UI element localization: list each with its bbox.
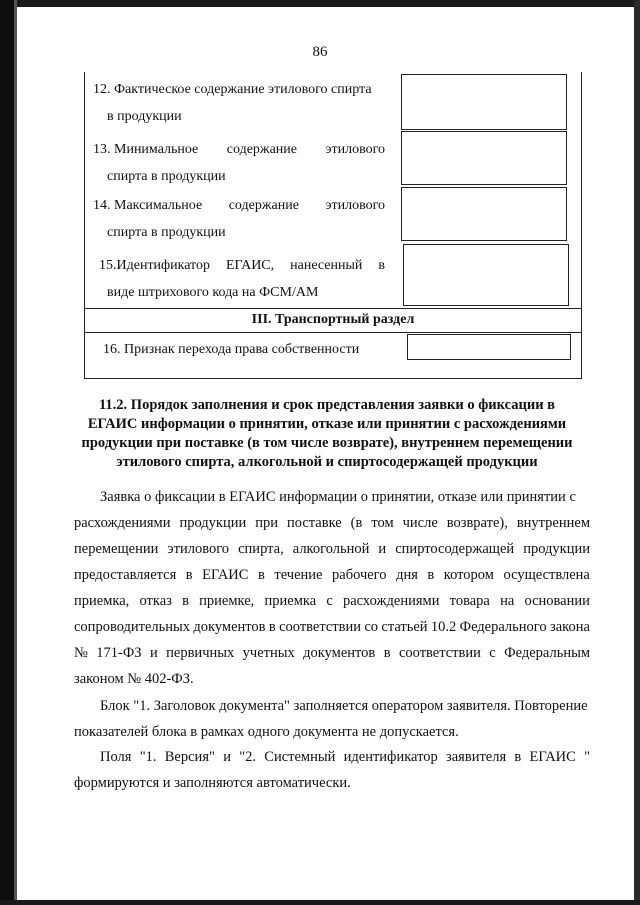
word: в (182, 593, 189, 609)
word: в (257, 567, 265, 583)
word: ЕГАИС (202, 567, 249, 583)
word: закона (549, 619, 590, 635)
word: числе (402, 515, 438, 531)
paragraph-3: Поля "1. Версия" и "2. Системный идентификатор заявителя в ЕГАИС " формируются и заполняются автоматически. (74, 744, 590, 796)
paragraph-line (74, 588, 590, 614)
word: внутреннем (516, 515, 590, 531)
word: в (268, 619, 276, 635)
row-15-value-box[interactable] (403, 244, 569, 306)
word: спирта, (238, 541, 284, 557)
word: Федеральным (504, 645, 590, 661)
word: идентификатор (343, 749, 438, 765)
word: соответствии (279, 619, 362, 635)
word: 171-ФЗ (96, 645, 142, 661)
word: "1. (139, 749, 157, 765)
paragraph-line (74, 510, 590, 536)
form-table (84, 72, 582, 379)
scan-edge-left-shadow (14, 0, 17, 905)
word: течение (274, 567, 323, 583)
word: перемещении (74, 541, 159, 557)
word: статьей (381, 619, 428, 635)
scan-edge-top (0, 0, 640, 7)
word: рабочего (332, 567, 387, 583)
row-14-value-box[interactable] (401, 187, 567, 241)
word: заявителя (446, 749, 507, 765)
scan-edge-left (0, 0, 14, 905)
paragraph-line (74, 640, 590, 666)
row-12-label: 12. Фактическое содержание этилового спирта в продукции (93, 82, 372, 124)
section-divider-top (85, 308, 581, 309)
word: этилового (167, 541, 230, 557)
row-16-value-box[interactable] (407, 334, 571, 360)
section-title: III. Транспортный раздел (251, 312, 415, 327)
word: расхождениями (342, 593, 440, 609)
row-13-label: 13. Минимальное содержание этилового спирта в продукции (93, 142, 385, 184)
word: " (584, 749, 590, 765)
heading-line: 11.2. Порядок заполнения и срок представления заявки о фиксации в (98, 397, 556, 413)
word: возврате), (446, 515, 508, 531)
word: поставке (286, 515, 342, 531)
word: в (427, 567, 435, 583)
row-12-value-box[interactable] (401, 74, 567, 130)
word: и (223, 749, 231, 765)
scan-edge-right (634, 0, 640, 905)
word: приемке, (199, 593, 255, 609)
heading-line: этилового спирта, алкогольной и спиртосодержащей продукции (116, 454, 538, 470)
word: 10.2 (430, 619, 457, 635)
word: учетных (242, 645, 295, 661)
word: предоставляется (74, 567, 177, 583)
word: документов (193, 619, 266, 635)
word: Поля (100, 749, 132, 765)
word: том (371, 515, 394, 531)
paragraph-line (74, 562, 590, 588)
word: продукции (523, 541, 590, 557)
row-13-value-box[interactable] (401, 131, 567, 185)
row-14-label: 14. Максимальное содержание этилового спирта в продукции (93, 198, 385, 240)
section-divider-bottom (85, 332, 581, 333)
word: продукции (179, 515, 247, 531)
word: соответствии (398, 645, 481, 661)
word: Системный (264, 749, 336, 765)
word: с (489, 645, 496, 661)
paragraph-line (74, 536, 590, 562)
row-16-label: 16. Признак перехода права собственности (103, 342, 360, 357)
section-heading (74, 396, 580, 472)
word: первичных (166, 645, 235, 661)
word: расхождениями (74, 515, 171, 531)
word: на (500, 593, 515, 609)
word: Федерального (459, 619, 547, 635)
paragraph-line (74, 614, 590, 640)
word: в (383, 645, 391, 661)
paragraph-1: Заявка о фиксации в ЕГАИС информации о принятии, отказе или принятии с расхождениями продукции при поставке (в том числе возврате), внутреннем перемещении этилового спирта, алкогольной и спиртосодержащей продукции предоставляется в ЕГАИС в течение рабочего дня в котором осуществлена приемка, отказ в приемке, приемка с расхождениями товара на основании сопроводительных документов в соответствии со статьей 10.2 Федерального закона № 171-ФЗ и первичных учетных документов в соответствии с Федеральным законом № 402-ФЗ. (74, 489, 590, 687)
word: документов (303, 645, 376, 661)
word: с (326, 593, 333, 609)
word: алкогольной (292, 541, 370, 557)
heading-line: продукции при поставке (в том числе возврате), внутреннем перемещении (81, 435, 573, 451)
word: дня (396, 567, 418, 583)
word: № (74, 645, 88, 661)
word: в (514, 749, 522, 765)
paragraph-line (74, 744, 590, 770)
word: осуществлена (503, 567, 590, 583)
word: отказ (139, 593, 172, 609)
word: в (185, 567, 193, 583)
word: котором (443, 567, 494, 583)
word: и (149, 645, 158, 661)
word: сопроводительных (74, 619, 191, 635)
word: со (364, 619, 379, 635)
word: приемка (264, 593, 317, 609)
word: приемка, (74, 593, 130, 609)
heading-line: ЕГАИС информации о принятии, отказе или принятии с расхождениями (87, 416, 567, 432)
word: (в (350, 515, 363, 531)
word: и (378, 541, 387, 557)
paragraph-2: Блок "1. Заголовок документа" заполняется оператором заявителя. Повторение показателей блока в рамках одного документа не допускается. (74, 698, 588, 740)
word: ЕГАИС (529, 749, 576, 765)
word: Версия" (164, 749, 215, 765)
word: спиртосодержащей (395, 541, 515, 557)
word: при (255, 515, 278, 531)
word: товара (449, 593, 490, 609)
page-number: 86 (312, 44, 328, 60)
word: основании (524, 593, 590, 609)
word: "2. (239, 749, 257, 765)
row-15-label: 15.Идентификатор ЕГАИС, нанесенный в виде штрихового кода на ФСМ/АМ (99, 258, 385, 300)
scan-edge-bottom (0, 900, 640, 905)
